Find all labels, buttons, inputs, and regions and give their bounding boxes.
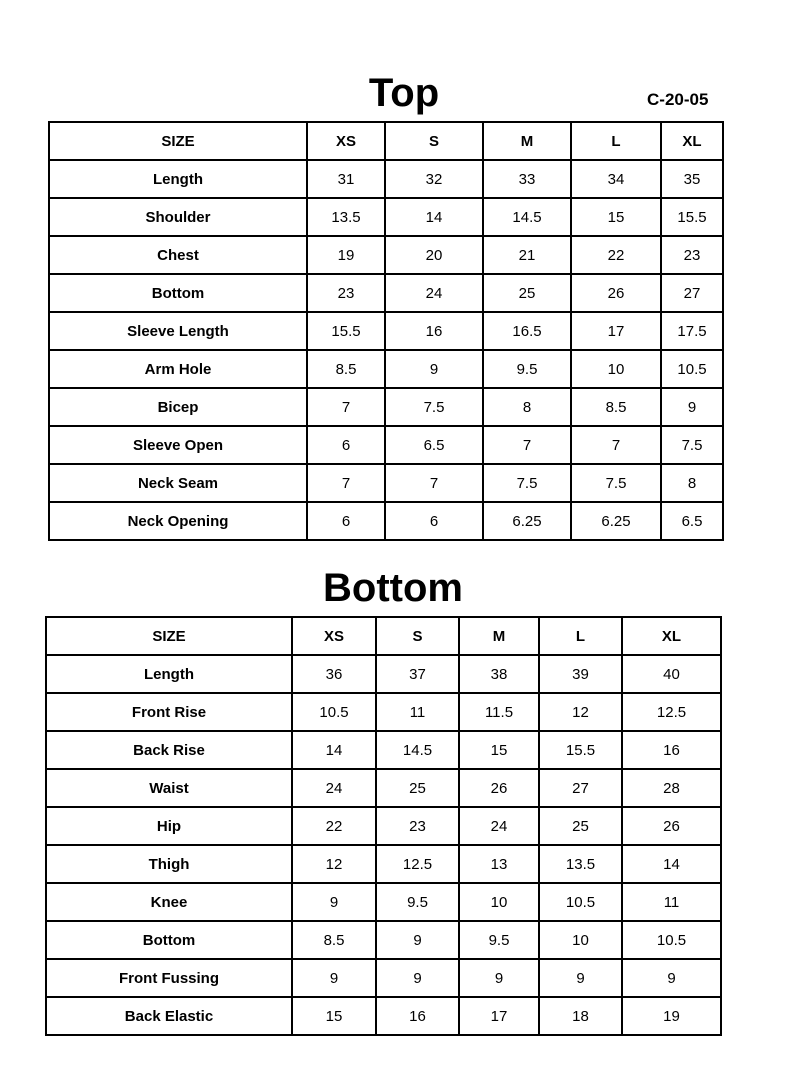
top-table-body [49, 160, 723, 540]
measurement-value: 16 [622, 731, 721, 769]
measurement-value: 6 [307, 502, 385, 540]
measurement-value: 8.5 [307, 350, 385, 388]
measurement-value: 7 [571, 426, 661, 464]
measurement-label: Arm Hole [49, 350, 307, 388]
measurement-value: 38 [459, 655, 539, 693]
measurement-value: 10 [539, 921, 622, 959]
measurement-value: 23 [307, 274, 385, 312]
measurement-value: 14 [385, 198, 483, 236]
size-header-cell: SIZE [46, 617, 292, 655]
size-column-header: XL [661, 122, 723, 160]
measurement-value: 24 [385, 274, 483, 312]
size-column-header: L [539, 617, 622, 655]
measurement-value: 15 [571, 198, 661, 236]
bottom-section-title: Bottom [323, 566, 463, 610]
measurement-value: 31 [307, 160, 385, 198]
measurement-value: 6.5 [661, 502, 723, 540]
measurement-value: 12.5 [376, 845, 459, 883]
measurement-value: 9 [459, 959, 539, 997]
table-row [49, 160, 723, 198]
measurement-value: 10 [459, 883, 539, 921]
measurement-value: 9.5 [483, 350, 571, 388]
measurement-value: 25 [483, 274, 571, 312]
measurement-value: 15 [292, 997, 376, 1035]
measurement-value: 10.5 [292, 693, 376, 731]
measurement-value: 25 [539, 807, 622, 845]
table-row [49, 274, 723, 312]
bottom-table-header-row [46, 617, 721, 655]
top-table-header [49, 122, 723, 160]
table-row [49, 426, 723, 464]
bottom-size-table [45, 616, 722, 1036]
measurement-value: 28 [622, 769, 721, 807]
measurement-value: 15.5 [307, 312, 385, 350]
measurement-value: 9.5 [376, 883, 459, 921]
measurement-value: 14.5 [483, 198, 571, 236]
top-size-table [48, 121, 724, 541]
measurement-value: 7 [307, 388, 385, 426]
table-row [46, 693, 721, 731]
measurement-value: 14 [622, 845, 721, 883]
measurement-value: 27 [661, 274, 723, 312]
measurement-value: 9 [376, 959, 459, 997]
measurement-value: 9 [292, 883, 376, 921]
measurement-label: Front Rise [46, 693, 292, 731]
measurement-value: 36 [292, 655, 376, 693]
measurement-value: 9 [539, 959, 622, 997]
measurement-value: 21 [483, 236, 571, 274]
measurement-value: 22 [292, 807, 376, 845]
measurement-value: 7 [307, 464, 385, 502]
measurement-label: Front Fussing [46, 959, 292, 997]
measurement-value: 18 [539, 997, 622, 1035]
measurement-value: 9 [661, 388, 723, 426]
measurement-value: 15 [459, 731, 539, 769]
measurement-value: 8.5 [571, 388, 661, 426]
measurement-value: 9 [376, 921, 459, 959]
measurement-value: 7.5 [661, 426, 723, 464]
measurement-value: 7.5 [385, 388, 483, 426]
measurement-value: 23 [376, 807, 459, 845]
size-column-header: XS [292, 617, 376, 655]
measurement-label: Shoulder [49, 198, 307, 236]
table-row [49, 464, 723, 502]
measurement-label: Neck Seam [49, 464, 307, 502]
table-row [49, 198, 723, 236]
measurement-value: 20 [385, 236, 483, 274]
measurement-label: Sleeve Open [49, 426, 307, 464]
measurement-value: 35 [661, 160, 723, 198]
size-column-header: XL [622, 617, 721, 655]
measurement-value: 16 [376, 997, 459, 1035]
table-row [46, 959, 721, 997]
size-column-header: S [376, 617, 459, 655]
table-row [49, 350, 723, 388]
measurement-value: 13.5 [307, 198, 385, 236]
measurement-value: 9.5 [459, 921, 539, 959]
measurement-label: Chest [49, 236, 307, 274]
top-table-header-row [49, 122, 723, 160]
measurement-value: 6.25 [571, 502, 661, 540]
table-row [49, 236, 723, 274]
table-row [49, 502, 723, 540]
size-column-header: M [483, 122, 571, 160]
measurement-value: 23 [661, 236, 723, 274]
measurement-value: 34 [571, 160, 661, 198]
measurement-value: 11 [376, 693, 459, 731]
measurement-value: 12 [539, 693, 622, 731]
measurement-label: Thigh [46, 845, 292, 883]
measurement-value: 8 [483, 388, 571, 426]
size-column-header: L [571, 122, 661, 160]
measurement-value: 6.25 [483, 502, 571, 540]
measurement-value: 11 [622, 883, 721, 921]
measurement-value: 10.5 [539, 883, 622, 921]
measurement-value: 15.5 [539, 731, 622, 769]
measurement-value: 40 [622, 655, 721, 693]
measurement-value: 27 [539, 769, 622, 807]
measurement-value: 8 [661, 464, 723, 502]
measurement-label: Sleeve Length [49, 312, 307, 350]
measurement-value: 26 [622, 807, 721, 845]
table-row [49, 388, 723, 426]
measurement-label: Knee [46, 883, 292, 921]
measurement-value: 17 [571, 312, 661, 350]
size-header-cell: SIZE [49, 122, 307, 160]
table-row [46, 845, 721, 883]
table-row [46, 807, 721, 845]
measurement-value: 7.5 [483, 464, 571, 502]
measurement-value: 19 [307, 236, 385, 274]
measurement-value: 7 [385, 464, 483, 502]
table-row [46, 997, 721, 1035]
measurement-value: 9 [292, 959, 376, 997]
measurement-value: 9 [622, 959, 721, 997]
measurement-label: Back Rise [46, 731, 292, 769]
measurement-label: Bottom [46, 921, 292, 959]
measurement-value: 32 [385, 160, 483, 198]
table-row [46, 921, 721, 959]
measurement-value: 22 [571, 236, 661, 274]
measurement-label: Back Elastic [46, 997, 292, 1035]
measurement-label: Waist [46, 769, 292, 807]
table-row [46, 769, 721, 807]
measurement-value: 17.5 [661, 312, 723, 350]
measurement-value: 13.5 [539, 845, 622, 883]
measurement-value: 37 [376, 655, 459, 693]
size-column-header: S [385, 122, 483, 160]
measurement-value: 7 [483, 426, 571, 464]
measurement-value: 33 [483, 160, 571, 198]
bottom-table-header [46, 617, 721, 655]
measurement-value: 15.5 [661, 198, 723, 236]
measurement-value: 39 [539, 655, 622, 693]
measurement-label: Length [46, 655, 292, 693]
measurement-value: 17 [459, 997, 539, 1035]
table-row [46, 883, 721, 921]
bottom-table-body [46, 655, 721, 1035]
measurement-value: 13 [459, 845, 539, 883]
measurement-label: Neck Opening [49, 502, 307, 540]
measurement-value: 7.5 [571, 464, 661, 502]
measurement-value: 16.5 [483, 312, 571, 350]
measurement-value: 24 [292, 769, 376, 807]
measurement-value: 6 [385, 502, 483, 540]
measurement-value: 10 [571, 350, 661, 388]
measurement-label: Bottom [49, 274, 307, 312]
measurement-value: 10.5 [622, 921, 721, 959]
document-code: C-20-05 [647, 90, 709, 109]
measurement-value: 19 [622, 997, 721, 1035]
table-row [46, 655, 721, 693]
top-section-title: Top [368, 71, 440, 115]
measurement-value: 12.5 [622, 693, 721, 731]
measurement-value: 12 [292, 845, 376, 883]
measurement-value: 16 [385, 312, 483, 350]
size-column-header: XS [307, 122, 385, 160]
measurement-value: 14.5 [376, 731, 459, 769]
measurement-value: 26 [459, 769, 539, 807]
measurement-label: Bicep [49, 388, 307, 426]
measurement-value: 14 [292, 731, 376, 769]
measurement-value: 24 [459, 807, 539, 845]
measurement-value: 11.5 [459, 693, 539, 731]
size-column-header: M [459, 617, 539, 655]
measurement-value: 25 [376, 769, 459, 807]
measurement-value: 9 [385, 350, 483, 388]
measurement-value: 6 [307, 426, 385, 464]
measurement-value: 10.5 [661, 350, 723, 388]
measurement-value: 6.5 [385, 426, 483, 464]
measurement-label: Length [49, 160, 307, 198]
table-row [46, 731, 721, 769]
measurement-value: 26 [571, 274, 661, 312]
table-row [49, 312, 723, 350]
measurement-label: Hip [46, 807, 292, 845]
measurement-value: 8.5 [292, 921, 376, 959]
